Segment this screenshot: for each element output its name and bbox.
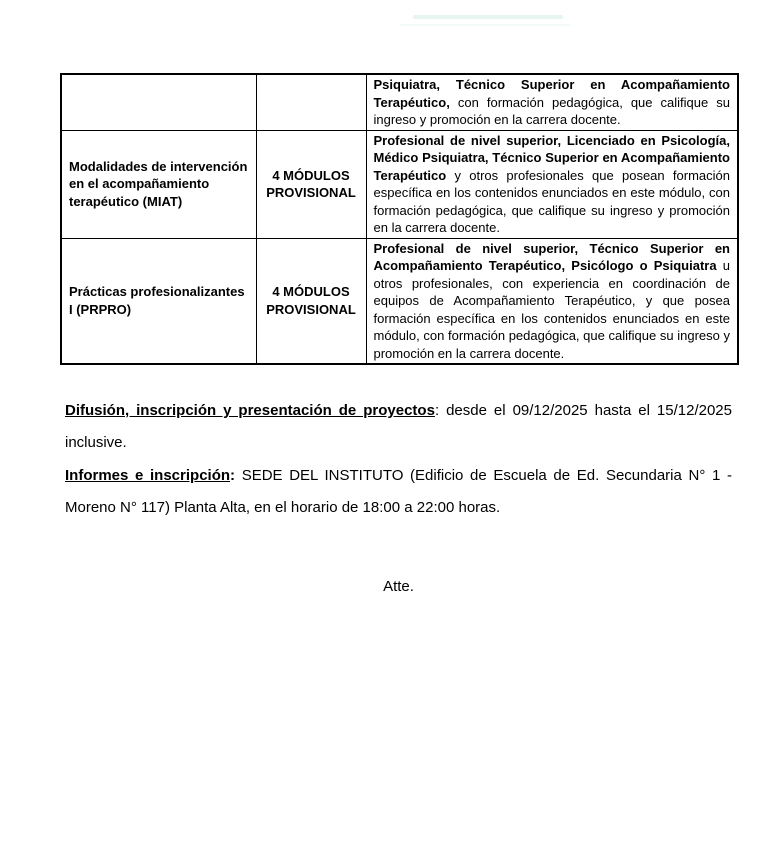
profile-bold-text: Psiquiatra, Técnico Superior en Acompañamiento Terapéutico, — [373, 77, 730, 110]
table-row-continuation — [61, 74, 738, 130]
informes-colon: : — [230, 467, 236, 484]
module-name-cell — [61, 74, 256, 130]
module-profile-cell — [366, 130, 738, 238]
difusion-paragraph — [65, 395, 732, 459]
module-name-cell — [61, 130, 256, 238]
profile-regular-text: con formación pedagógica, que califique su ingreso y promoción en la carrera docente. — [373, 94, 730, 127]
module-profile-cell — [366, 74, 738, 130]
profile-bold-text: Profesional de nivel superior, Técnico Superior en Acompañamiento Terapéutico, Psicólogo o Psiquiatra — [373, 240, 730, 273]
profile-bold-text: Profesional de nivel superior, Licenciado en Psicología, Médico Psiquiatra, Técnico Superior en Acompañamiento Terapéutico — [373, 132, 730, 183]
module-profile-cell — [366, 238, 738, 364]
informes-label: Informes e inscripción — [65, 467, 231, 484]
informes-paragraph — [65, 460, 732, 524]
module-name: Modalidades de intervención en el acompañamiento terapéutico (MIAT) — [69, 158, 248, 209]
closing-text: Atte. — [383, 578, 414, 595]
profile-regular-text: y otros profesionales que posean formación específica en los contenidos enunciados en este módulo, con formación pedagógica, que califique su ingreso y promoción en la carrera docente. — [373, 167, 730, 235]
table-row-miat — [61, 130, 738, 238]
informes-text: SEDE DEL INSTITUTO (Edificio de Escuela de Ed. Secundaria N° 1 - Moreno N° 117) Planta Alta, en el horario de 18:00 a 22:00 horas. — [65, 467, 732, 516]
table-row-prpro — [61, 238, 738, 364]
module-duration-cell — [256, 130, 366, 238]
course-table — [60, 73, 739, 365]
top-artifact-line — [413, 15, 563, 19]
document-content — [60, 73, 737, 596]
module-duration-cell — [256, 74, 366, 130]
top-artifact-line-faint — [400, 24, 570, 26]
module-duration: 4 MÓDULOS PROVISIONAL — [266, 284, 356, 317]
profile-regular-text: u otros profesionales, con experiencia en coordinación de equipos de Acompañamiento Terapéutico, y que posea formación específica en los contenidos enunciados en este módulo, con formación pedagógica, que califique su ingreso y promoción en la carrera docente. — [373, 258, 730, 361]
difusion-text: : desde el 09/12/2025 hasta el 15/12/2025 inclusive. — [65, 402, 732, 451]
module-duration-cell — [256, 238, 366, 364]
difusion-label: Difusión, inscripción y presentación de proyectos — [65, 402, 435, 419]
module-name: Prácticas profesionalizantes I (PRPRO) — [69, 284, 245, 317]
module-name-cell — [61, 238, 256, 364]
module-duration: 4 MÓDULOS PROVISIONAL — [266, 167, 356, 200]
